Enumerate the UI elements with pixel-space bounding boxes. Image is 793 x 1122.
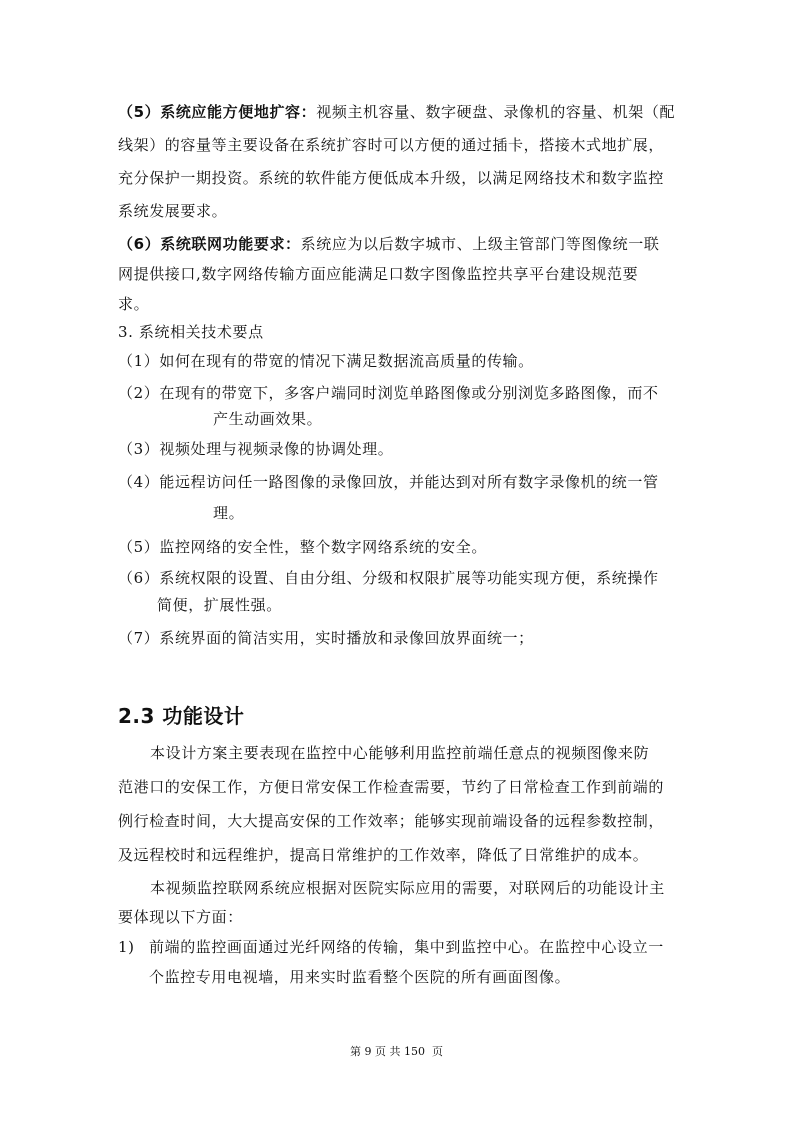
section-6-line-1 <box>118 233 678 255</box>
tech-points-title: 3. 系统相关技术要点 <box>118 323 264 341</box>
tech-point-6-cont: 简便，扩展性强。 <box>157 596 282 614</box>
list-item-1-line-2: 个监控专用电视墙，用来实时监看整个医院的所有画面图像。 <box>149 968 571 986</box>
para-1-line-1: 本设计方案主要表现在监控中心能够利用监控前端任意点的视频图像来防 <box>150 744 650 762</box>
section-5-line-1 <box>118 101 678 123</box>
tech-point-5: （5）监控网络的安全性，整个数字网络系统的安全。 <box>118 538 487 556</box>
section-5-text: 视频主机容量、数字硬盘、录像机的容量、机架（配 <box>316 103 676 121</box>
tech-point-6: （6）系统权限的设置、自由分组、分级和权限扩展等功能实现方便，系统操作 <box>118 569 659 587</box>
section-5-line-4: 系统发展要求。 <box>118 202 228 220</box>
section-5-label: （5）系统应能方便地扩容： <box>118 103 317 121</box>
para-2-line-1: 本视频监控联网系统应根据对医院实际应用的需要，对联网后的功能设计主 <box>150 879 665 897</box>
list-item-1-marker: 1) <box>118 938 135 956</box>
tech-point-4: （4）能远程访问任一路图像的录像回放，并能达到对所有数字录像机的统一管 <box>118 473 659 491</box>
tech-point-7: （7）系统界面的简洁实用，实时播放和录像回放界面统一； <box>118 629 534 647</box>
section-heading: 2.3 功能设计 <box>118 704 245 728</box>
tech-point-2-cont: 产生动画效果。 <box>213 410 323 428</box>
tech-point-2: （2）在现有的带宽下，多客户端同时浏览单路图像或分别浏览多路图像，而不 <box>118 384 659 402</box>
list-item-1-line-1: 前端的监控画面通过光纤网络的传输，集中到监控中心。在监控中心设立一 <box>149 938 664 956</box>
para-1-line-4: 及远程校时和远程维护，提高日常维护的工作效率，降低了日常维护的成本。 <box>118 846 649 864</box>
para-2-line-2: 要体现以下方面： <box>118 908 243 926</box>
page-number-footer: 第 9 页 共 150 页 <box>350 1045 443 1058</box>
tech-point-1: （1）如何在现有的带宽的情况下满足数据流高质量的传输。 <box>118 352 534 370</box>
section-6-line-3: 求。 <box>118 295 150 313</box>
tech-point-3: （3）视频处理与视频录像的协调处理。 <box>118 440 394 458</box>
para-1-line-3: 例行检查时间，大大提高安保的工作效率；能够实现前端设备的远程参数控制， <box>118 812 665 830</box>
section-6-text: 系统应为以后数字城市、上级主管部门等图像统一联 <box>300 235 660 253</box>
section-6-line-2: 网提供接口,数字网络传输方面应能满足口数字图像监控共享平台建设规范要 <box>118 265 639 283</box>
section-6-label: （6）系统联网功能要求： <box>118 235 301 253</box>
section-5-line-2: 线架）的容量等主要设备在系统扩容时可以方便的通过插卡，搭接木式地扩展， <box>118 136 665 154</box>
para-1-line-2: 范港口的安保工作，方便日常安保工作检查需要，节约了日常检查工作到前端的 <box>118 778 665 796</box>
section-5-line-3: 充分保护一期投资。系统的软件能方便低成本升级，以满足网络技术和数字监控 <box>118 169 665 187</box>
tech-point-4-cont: 理。 <box>213 504 245 522</box>
